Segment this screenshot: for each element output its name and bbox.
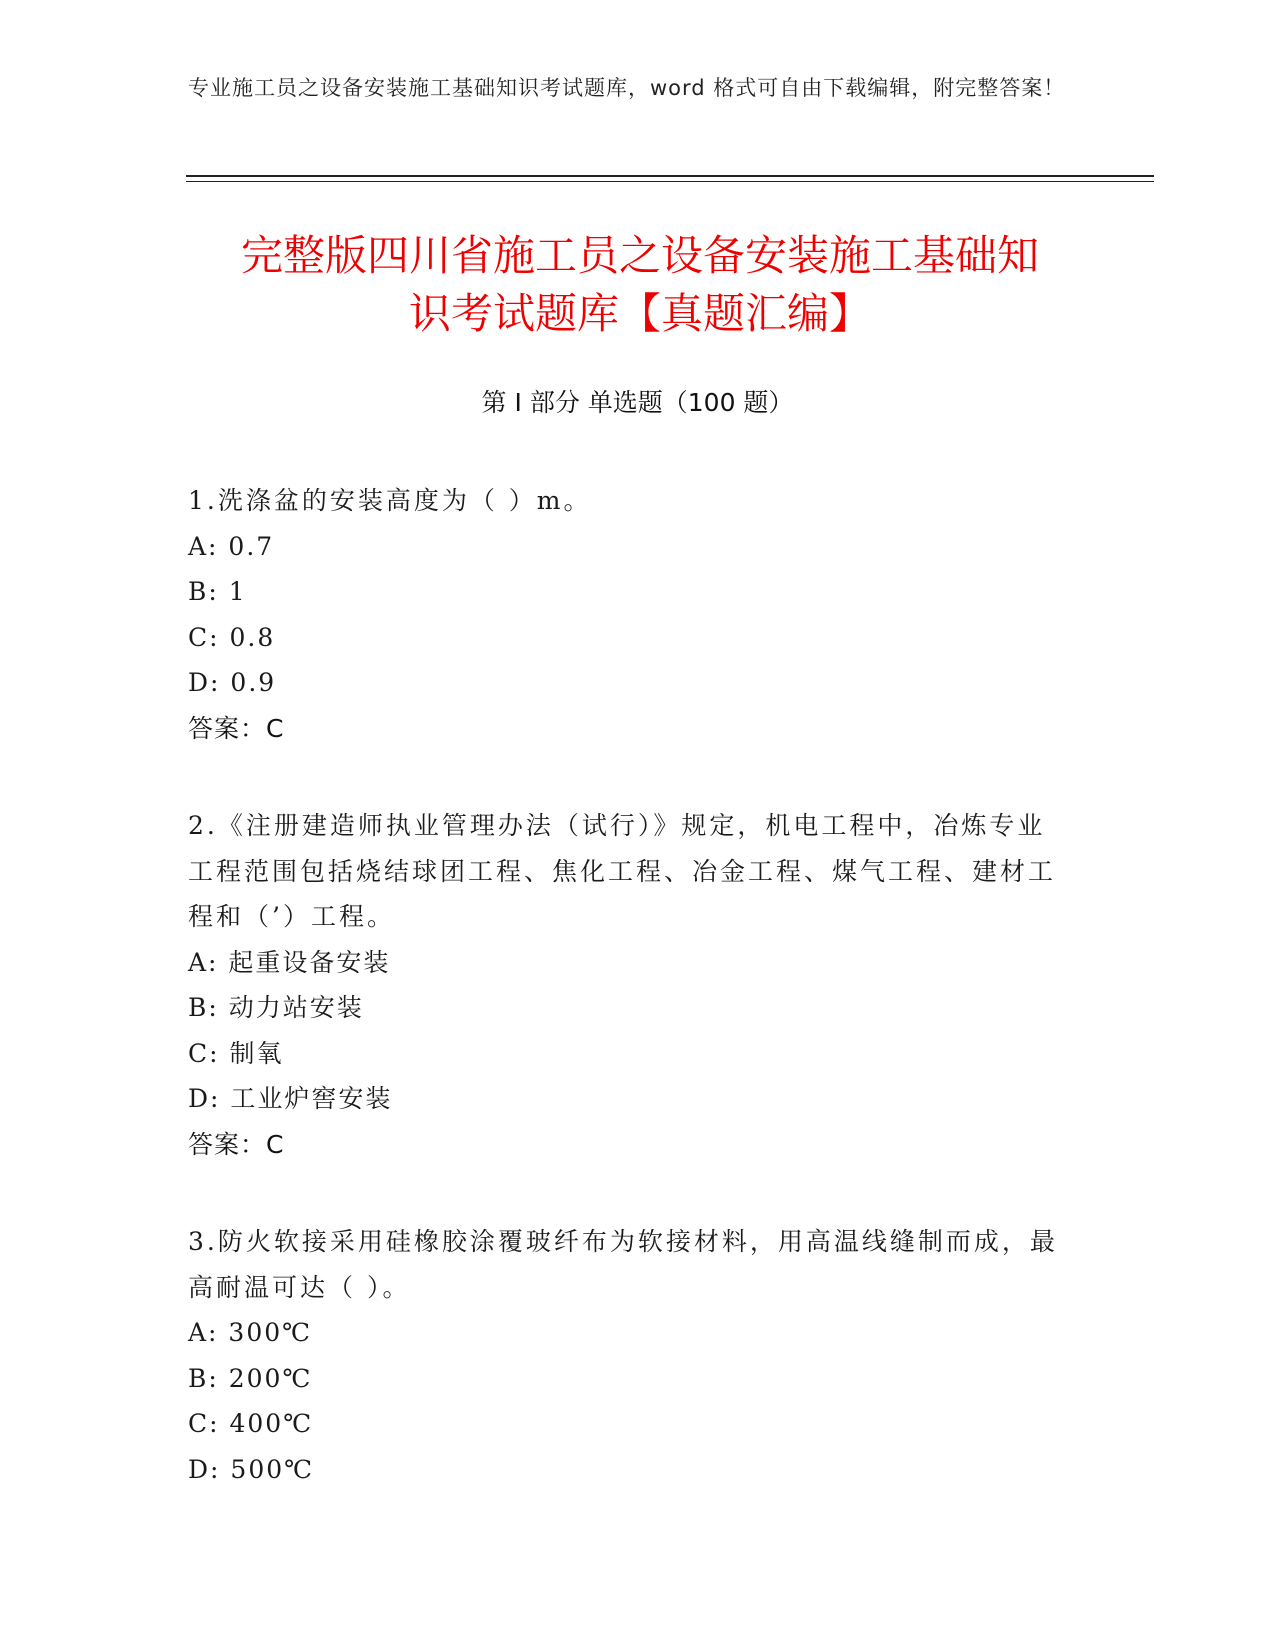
answer: 答案：C: [188, 713, 285, 743]
option-a: A: 起重设备安装: [188, 947, 391, 977]
document-title: [160, 227, 1120, 343]
option-c: C: 0.8: [188, 622, 276, 652]
header-note: 专业施工员之设备安装施工基础知识考试题库，word 格式可自由下载编辑，附完整答案！: [188, 76, 1066, 100]
answer: 答案：C: [188, 1129, 285, 1159]
option-d: D: 500℃: [188, 1454, 315, 1484]
option-b: B: 200℃: [188, 1363, 313, 1393]
header-divider-thin: [186, 181, 1154, 182]
question-stem: 3.防火软接采用硅橡胶涂覆玻纤布为软接材料，用高温线缝制而成，最高耐温可达（ ）。: [188, 1227, 1058, 1302]
header-divider-thick: [186, 175, 1154, 177]
option-c: C: 制氧: [188, 1038, 284, 1068]
option-c: C: 400℃: [188, 1409, 314, 1438]
question-stem: 2.《注册建造师执业管理办法（试行）》规定，机电工程中，冶炼专业工程范围包括烧结球团工程、焦化工程、冶金工程、煤气工程、建材工程和（’）工程。: [188, 811, 1057, 931]
option-b: B: 动力站安装: [188, 993, 364, 1022]
option-b: B: 1: [188, 577, 247, 606]
option-a: A: 300℃: [188, 1318, 313, 1347]
question-3: [188, 1219, 1068, 1492]
question-stem: 1.洗涤盆的安装高度为（ ）m。: [188, 486, 592, 515]
document-title-line-2: 识考试题库【真题汇编】: [408, 289, 871, 338]
question-2: [188, 803, 1068, 1167]
document-title-line-1: 完整版四川省施工员之设备安装施工基础知: [240, 231, 1039, 280]
question-list: [188, 478, 1068, 1544]
option-a: A: 0.7: [188, 531, 275, 561]
question-1: [188, 478, 1068, 751]
option-d: D: 工业炉窖安装: [188, 1084, 393, 1113]
option-d: D: 0.9: [188, 668, 277, 697]
section-heading: 第 I 部分 单选题（100 题）: [481, 388, 794, 417]
